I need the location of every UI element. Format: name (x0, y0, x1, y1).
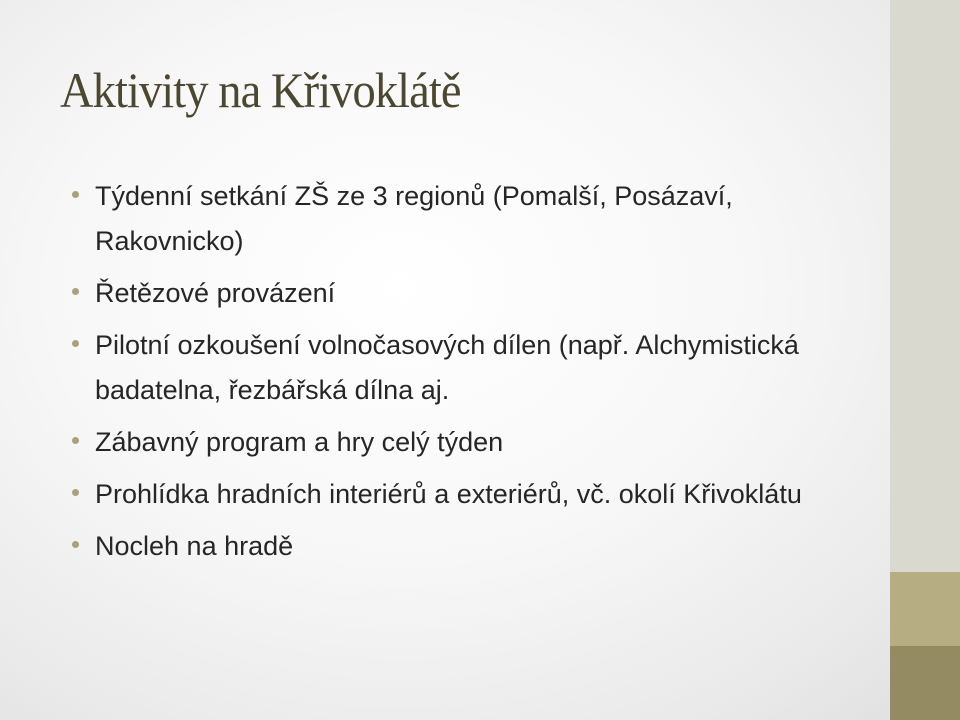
bullet-text: Prohlídka hradních interiérů a exteriérů, vč. okolí Křivoklátu (95, 479, 802, 509)
decorative-side-block-top (890, 572, 960, 646)
bullet-list (68, 174, 878, 576)
bullet-text: Pilotní ozkoušení volnočasových dílen (např. Alchymistická badatelna, řezbářská dílna aj. (95, 330, 799, 405)
bullet-text: Týdenní setkání ZŠ ze 3 regionů (Pomalší, Posázaví, Rakovnicko) (95, 181, 733, 256)
bullet-dot-icon (72, 340, 79, 347)
bullet-dot-icon (72, 288, 79, 295)
decorative-side-block-bottom (890, 646, 960, 720)
bullet-text: Nocleh na hradě (95, 531, 294, 561)
bullet-text: Zábavný program a hry celý týden (95, 427, 504, 457)
bullet-item (68, 420, 878, 465)
bullet-item (68, 323, 878, 413)
bullet-item (68, 271, 878, 316)
bullet-dot-icon (72, 489, 79, 496)
bullet-item (68, 174, 878, 264)
slide-title: Aktivity na Křivoklátě (60, 62, 461, 118)
bullet-dot-icon (72, 437, 79, 444)
bullet-text: Řetězové provázení (95, 278, 336, 308)
bullet-dot-icon (72, 191, 79, 198)
bullet-item (68, 472, 878, 517)
decorative-side-bar (890, 0, 960, 720)
bullet-item (68, 524, 878, 569)
bullet-dot-icon (72, 541, 79, 548)
